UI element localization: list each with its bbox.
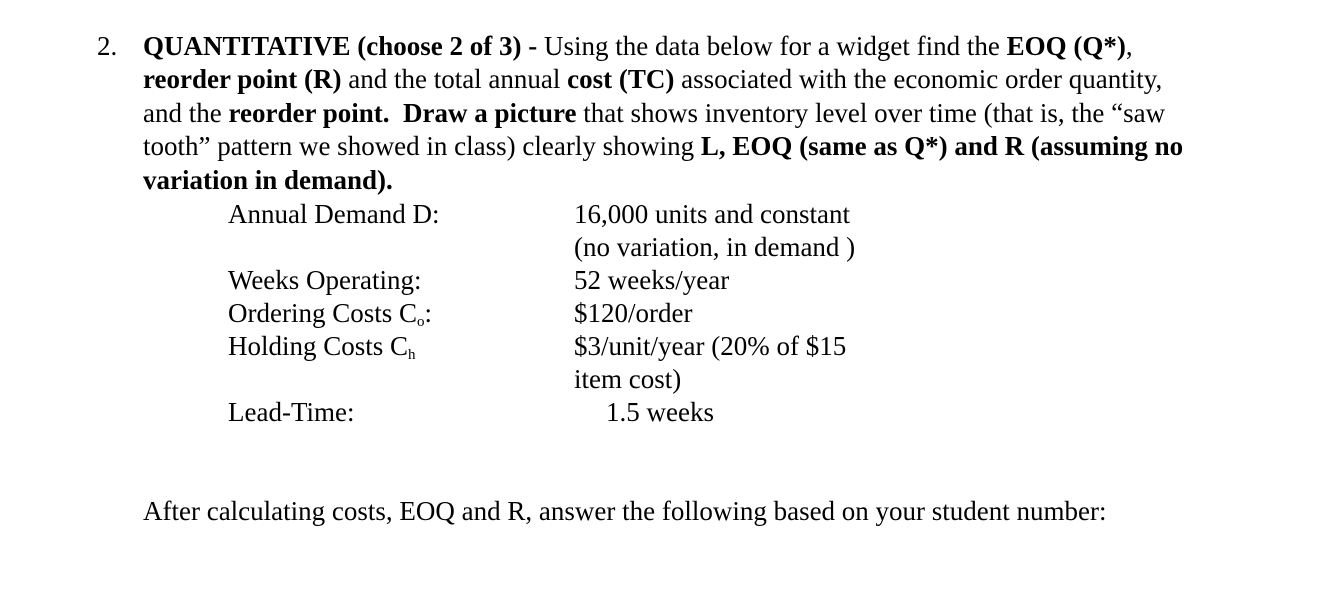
annual-demand-note: (no variation, in demand )	[574, 232, 856, 262]
lead-time-label: Lead-Time:	[228, 397, 355, 427]
question-final: L, EOQ (same as Q*) and R (assuming no variation in demand).	[143, 131, 1184, 195]
question-number: 2.	[97, 31, 118, 61]
holding-costs-value-1: $3/unit/year (20% of $15	[574, 331, 847, 361]
ordering-costs-text: Ordering Costs C	[228, 298, 417, 328]
question-draw: Draw a picture	[402, 97, 577, 128]
weeks-operating-label: Weeks Operating:	[228, 265, 422, 295]
question-text-3: and the total annual	[341, 64, 568, 95]
weeks-operating-value: 52 weeks/year	[574, 265, 730, 295]
lead-time-value: 1.5 weeks	[606, 397, 714, 427]
question-cost: cost (TC)	[567, 64, 675, 95]
question-text	[143, 30, 1203, 197]
question-reorder: reorder point (R)	[143, 64, 342, 95]
ordering-costs-label	[228, 297, 432, 330]
footer-instruction: After calculating costs, EOQ and R, answer the following based on your student number:	[143, 496, 1107, 526]
question-text-6: that shows inventory level over time (that is, the “saw tooth” pattern we showed in class) clearly showing	[143, 97, 1166, 162]
question-dash: -	[521, 31, 545, 61]
question-title: QUANTITATIVE (choose 2 of 3)	[143, 31, 522, 61]
question-text-5	[389, 98, 403, 128]
question-text-1: Using the data below for a widget find the	[544, 31, 1007, 61]
question-text-4: associated with the economic order quantity, and the	[143, 64, 1163, 128]
ordering-costs-colon: :	[424, 298, 433, 328]
question-reorder-2: reorder point.	[228, 97, 390, 128]
holding-costs-value-2: item cost)	[574, 364, 682, 394]
annual-demand-label: Annual Demand D:	[228, 199, 440, 229]
ordering-costs-value: $120/order	[574, 298, 693, 328]
ordering-costs-sub: o	[417, 314, 425, 330]
holding-costs-sub: h	[408, 347, 416, 363]
question-eoq: EOQ (Q*)	[1006, 31, 1126, 61]
holding-costs-label	[228, 330, 416, 363]
holding-costs-text: Holding Costs C	[228, 331, 409, 361]
question-text-2: ,	[1125, 31, 1133, 61]
annual-demand-value: 16,000 units and constant	[574, 199, 850, 229]
